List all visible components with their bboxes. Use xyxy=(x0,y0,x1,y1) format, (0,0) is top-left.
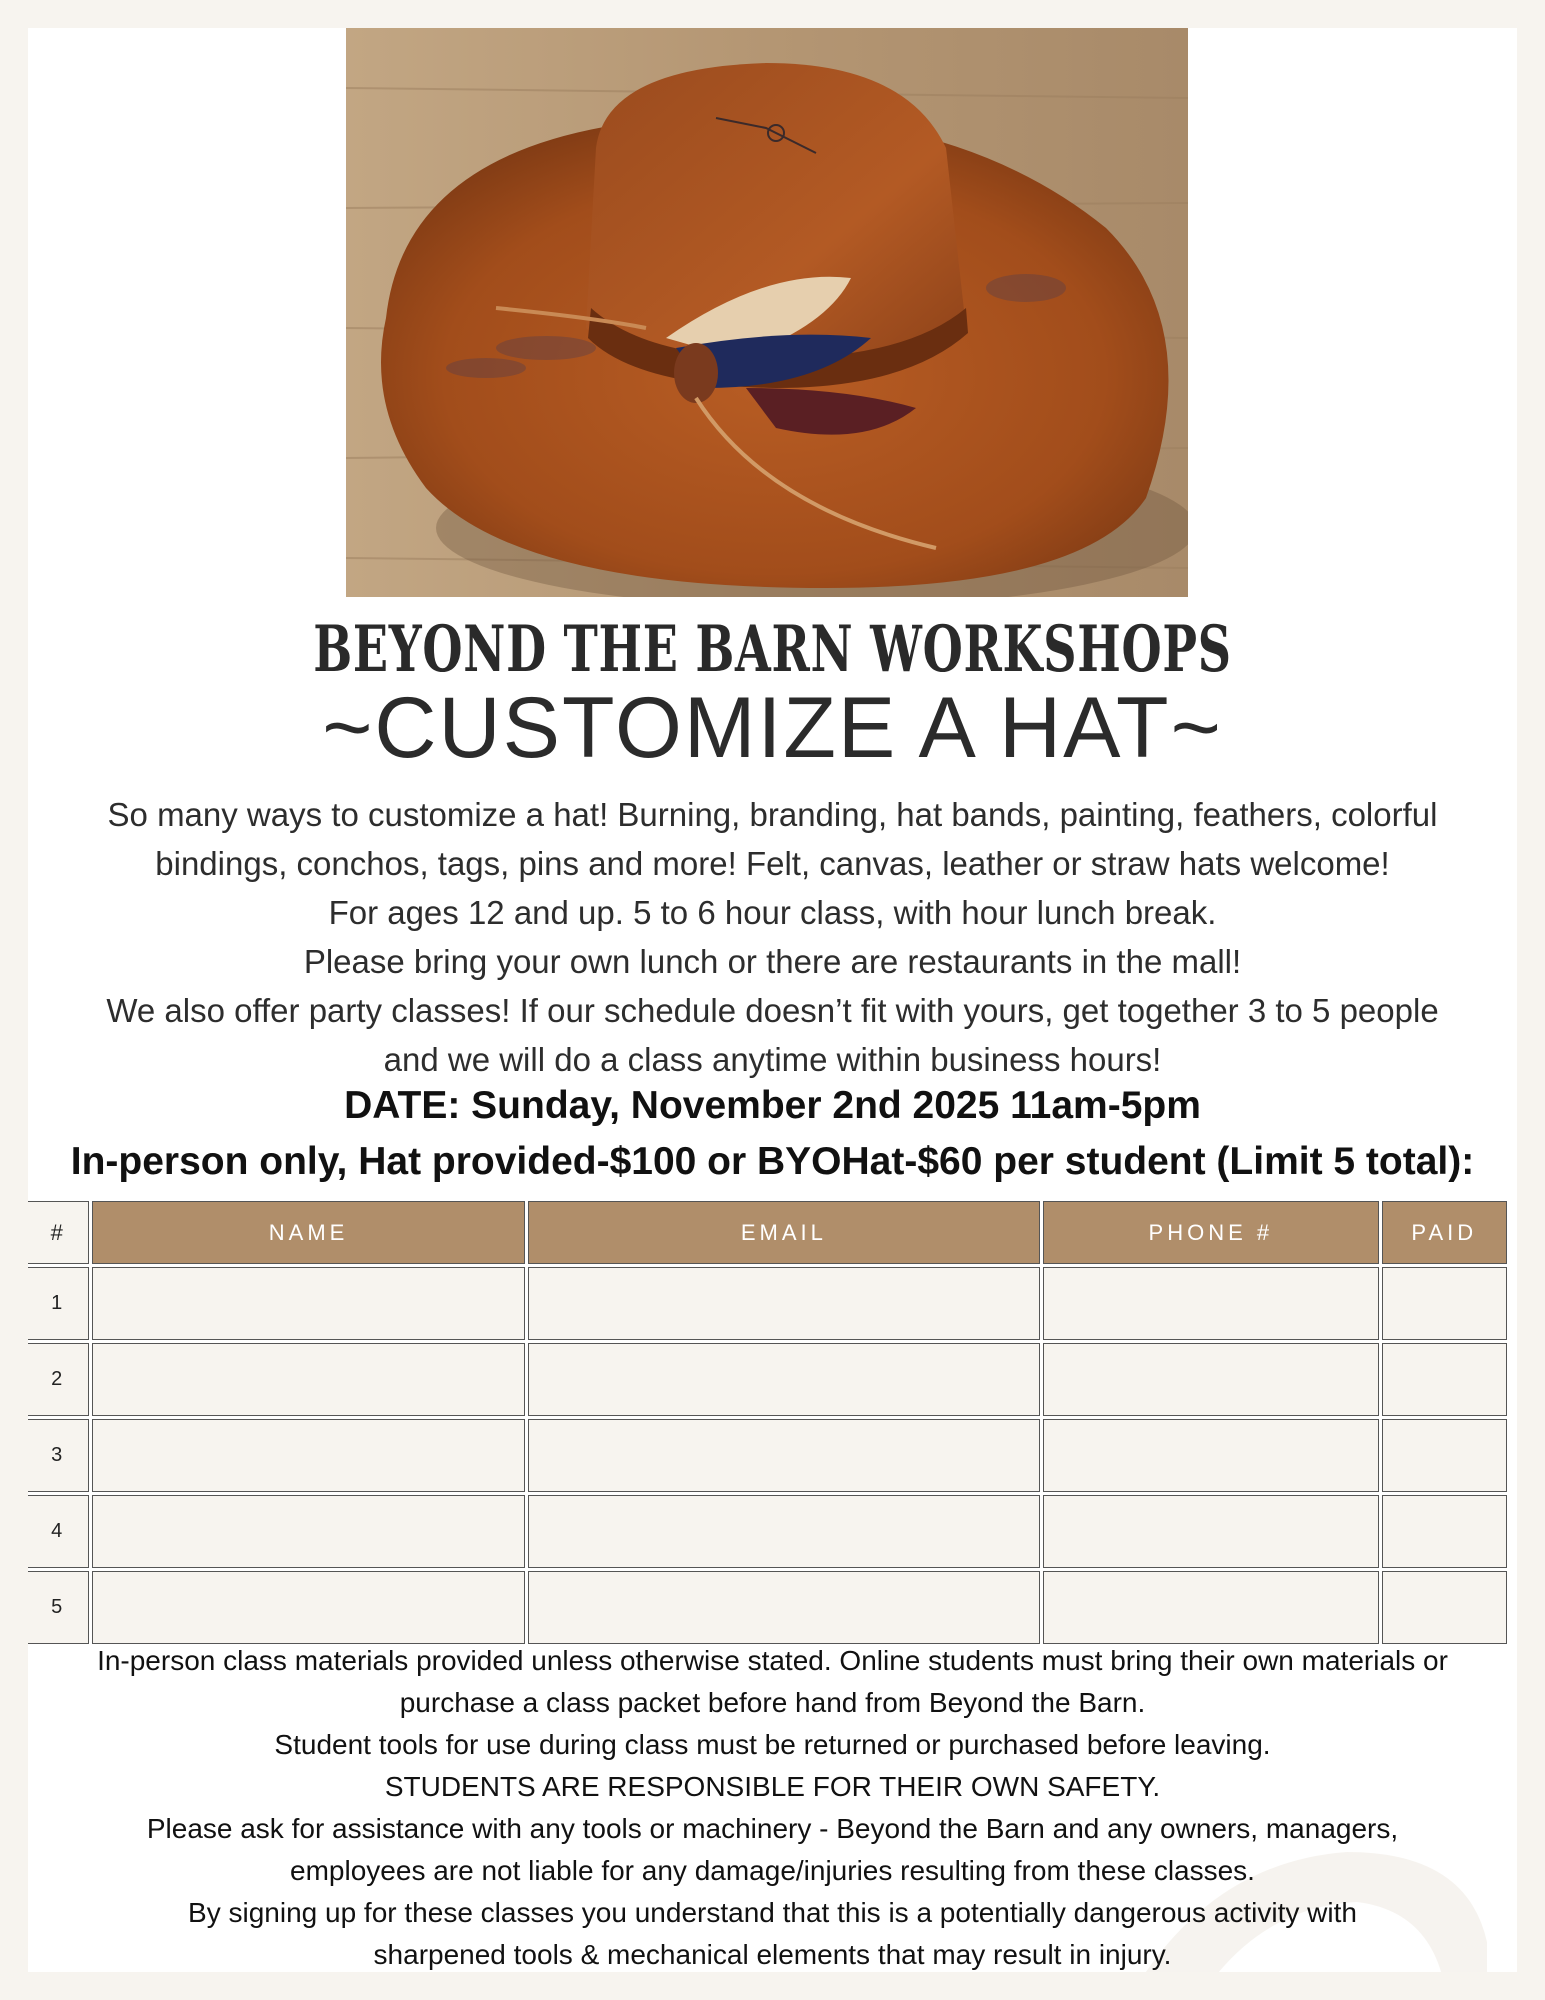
name-cell[interactable] xyxy=(92,1343,524,1416)
name-cell[interactable] xyxy=(92,1419,524,1492)
disclaimer-line: In-person class materials provided unless otherwise stated. Online students must bring their own materials or xyxy=(97,1645,1448,1676)
row-number: 2 xyxy=(28,1343,89,1416)
paid-cell[interactable] xyxy=(1382,1571,1507,1644)
description-line: and we will do a class anytime within business hours! xyxy=(383,1041,1162,1078)
phone-cell[interactable] xyxy=(1043,1419,1378,1492)
email-cell[interactable] xyxy=(528,1495,1040,1568)
table-row xyxy=(28,1267,1507,1340)
email-cell[interactable] xyxy=(528,1571,1040,1644)
phone-cell[interactable] xyxy=(1043,1571,1378,1644)
name-cell[interactable] xyxy=(92,1267,524,1340)
phone-cell[interactable] xyxy=(1043,1267,1378,1340)
page-title: ~CUSTOMIZE A HAT~ xyxy=(322,680,1223,776)
header-number: # xyxy=(28,1201,89,1264)
signup-table xyxy=(28,1198,1510,1647)
disclaimer-line: By signing up for these classes you understand that this is a potentially dangerous activity with xyxy=(188,1897,1357,1928)
disclaimer-line: purchase a class packet before hand from Beyond the Barn. xyxy=(399,1687,1146,1718)
description-line: Please bring your own lunch or there are restaurants in the mall! xyxy=(303,943,1242,980)
description-line: We also offer party classes! If our schedule doesn’t fit with yours, get together 3 to 5 people xyxy=(106,992,1439,1029)
table-row xyxy=(28,1571,1507,1644)
class-date: DATE: Sunday, November 2nd 2025 11am-5pm xyxy=(344,1084,1201,1127)
table-header-row xyxy=(28,1201,1507,1264)
email-cell[interactable] xyxy=(528,1267,1040,1340)
name-cell[interactable] xyxy=(92,1495,524,1568)
header-phone: PHONE # xyxy=(1043,1201,1378,1264)
name-cell[interactable] xyxy=(92,1571,524,1644)
disclaimer-line: employees are not liable for any damage/injuries resulting from these classes. xyxy=(290,1855,1255,1886)
table-row xyxy=(28,1419,1507,1492)
paid-cell[interactable] xyxy=(1382,1495,1507,1568)
description xyxy=(48,790,1497,1084)
paid-cell[interactable] xyxy=(1382,1343,1507,1416)
class-price: In-person only, Hat provided-$100 or BYOHat-$60 per student (Limit 5 total): xyxy=(70,1140,1475,1183)
disclaimer-line: Please ask for assistance with any tools or machinery - Beyond the Barn and any owners, managers, xyxy=(146,1813,1399,1844)
paid-cell[interactable] xyxy=(1382,1419,1507,1492)
description-line: For ages 12 and up. 5 to 6 hour class, with hour lunch break. xyxy=(328,894,1217,931)
disclaimer-line: sharpened tools & mechanical elements that may result in injury. xyxy=(373,1939,1172,1970)
header-name: NAME xyxy=(92,1201,524,1264)
disclaimer-line: Student tools for use during class must be returned or purchased before leaving. xyxy=(274,1729,1271,1760)
row-number: 1 xyxy=(28,1267,89,1340)
cowboy-hat-photo-icon xyxy=(346,28,1188,597)
phone-cell[interactable] xyxy=(1043,1495,1378,1568)
brand-name: BEYOND THE BARN WORKSHOPS xyxy=(313,612,1232,687)
description-line: So many ways to customize a hat! Burning, branding, hat bands, painting, feathers, colorful xyxy=(107,796,1438,833)
phone-cell[interactable] xyxy=(1043,1343,1378,1416)
paid-cell[interactable] xyxy=(1382,1267,1507,1340)
description-line: bindings, conchos, tags, pins and more! Felt, canvas, leather or straw hats welcome! xyxy=(155,845,1390,882)
header-paid: PAID xyxy=(1382,1201,1507,1264)
row-number: 4 xyxy=(28,1495,89,1568)
email-cell[interactable] xyxy=(528,1343,1040,1416)
email-cell[interactable] xyxy=(528,1419,1040,1492)
table-row xyxy=(28,1343,1507,1416)
disclaimer xyxy=(28,1640,1517,1972)
disclaimer-line: STUDENTS ARE RESPONSIBLE FOR THEIR OWN SAFETY. xyxy=(384,1771,1161,1802)
header-email: EMAIL xyxy=(528,1201,1040,1264)
row-number: 3 xyxy=(28,1419,89,1492)
flyer-page xyxy=(28,28,1517,1972)
row-number: 5 xyxy=(28,1571,89,1644)
hat-photo xyxy=(346,28,1188,597)
table-row xyxy=(28,1495,1507,1568)
